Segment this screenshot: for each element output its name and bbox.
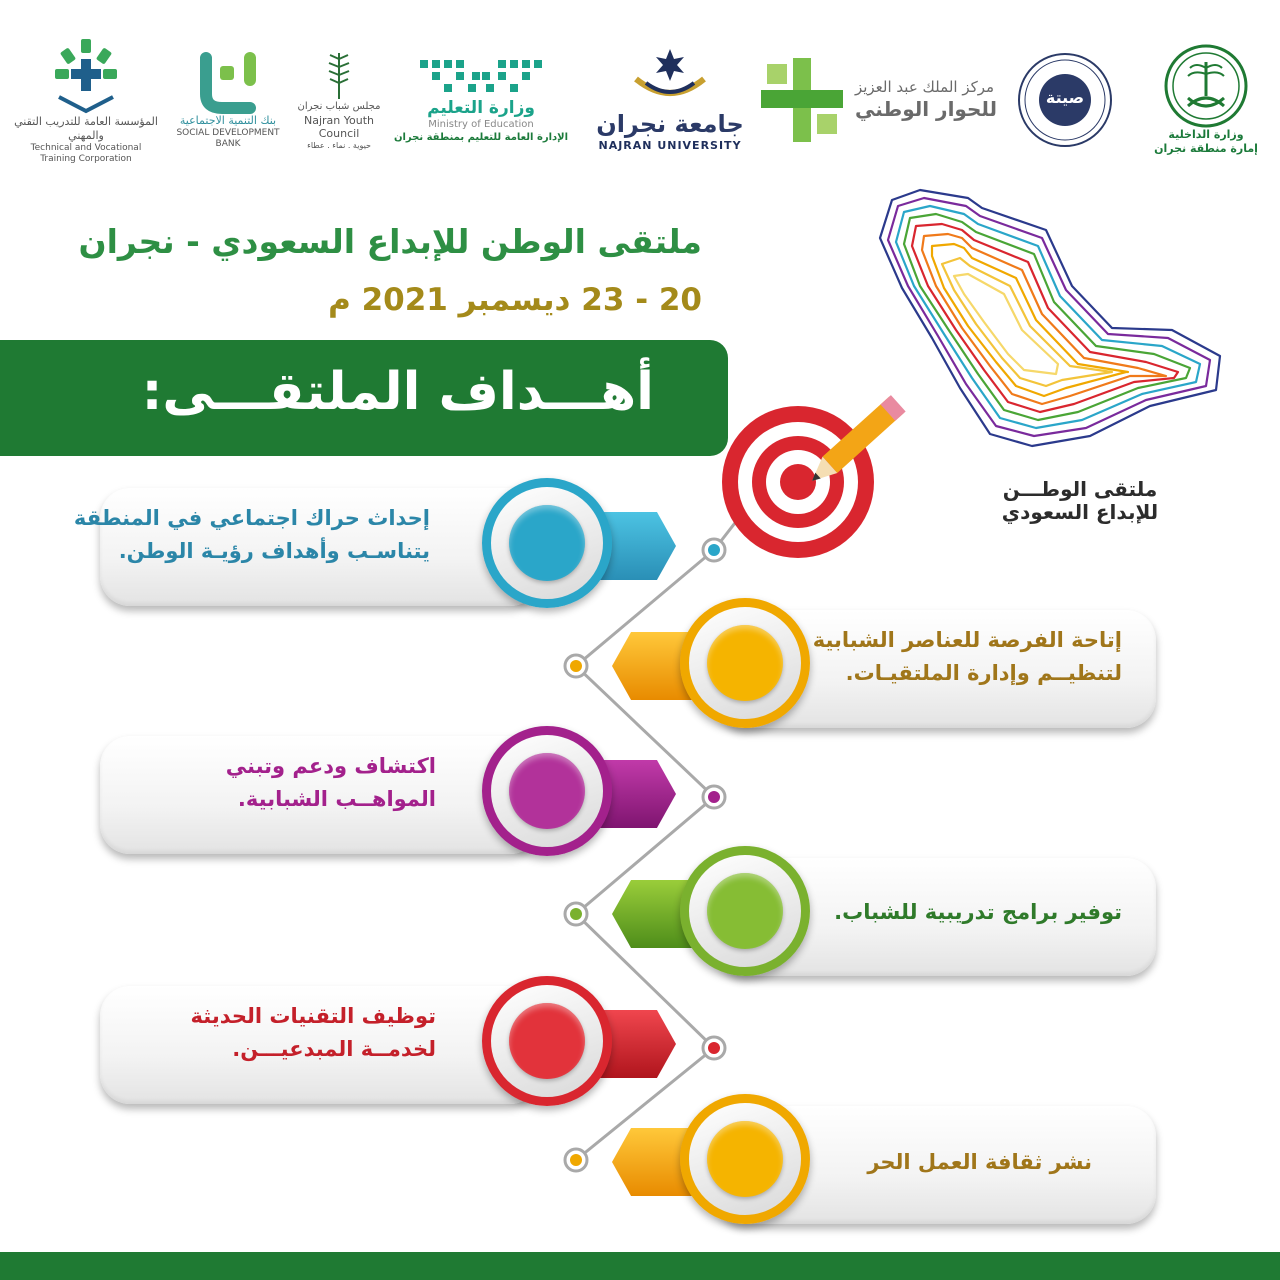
goal-4-badge [680,846,810,976]
goal-5-badge-dot [509,1003,585,1079]
tvtc-name-en: Technical and Vocational Training Corporation [30,142,142,164]
moe-dots-icon [416,56,546,98]
najran-university-logo [584,30,756,170]
najran-university-emblem-icon [630,47,710,109]
goal-1-badge-dot [509,505,585,581]
sdb-mark-icon [198,50,258,114]
goal-6-text [867,1146,1092,1179]
goal-4-text [834,896,1122,929]
youth-council-name-ar: مجلس شباب نجران [297,101,381,112]
goal-3-badge-dot [509,753,585,829]
footer-bar [0,1252,1280,1280]
goal-2-line2: لتنظيــم وإدارة الملتقيـات. [845,660,1122,685]
tvtc-name-ar: المؤسسة العامة للتدريب التقني والمهني [14,115,158,142]
moe-sub-ar: الإدارة العامة للتعليم بمنطقة نجران [393,131,569,143]
target-with-pencil-icon [720,390,920,560]
brand-caption [940,478,1220,524]
goals-banner [0,340,728,456]
kacnd-name-line1: مركز الملك عبد العزيز [854,78,995,97]
najran-university-name-en: NAJRAN UNIVERSITY [598,139,742,153]
goals-banner-title: أهـــداف الملتقـــى: [141,362,654,422]
kacnd-mark-icon [757,54,847,146]
event-title: ملتقى الوطن للإبداع السعودي - نجران [78,222,702,261]
ministry-of-interior-logo [1150,30,1262,170]
goal-2-line1: إتاحة الفرصة للعناصر الشبابية [812,628,1122,652]
kacnd-name-line2: للحوار الوطني [854,96,998,121]
goal-4-line1: توفير برامج تدريبية للشباب. [834,900,1122,924]
goal-6-line1: نشر ثقافة العمل الحر [867,1150,1092,1174]
seyana-logo [1012,30,1118,170]
ministry-of-education-logo [386,30,576,170]
goal-1-text [74,502,430,567]
event-date: 20 - 23 ديسمبر 2021 م [328,282,702,318]
moe-name-ar: وزارة التعليم [427,97,535,118]
goal-1-line1: إحداث حراك اجتماعي في المنطقة [73,506,430,530]
goal-3-line1: اكتشاف ودعم وتبني [225,754,436,778]
goal-3-badge [482,726,612,856]
tvtc-logo [12,30,160,170]
goal-5-line2: لخدمــة المبدعيـــن. [232,1036,436,1061]
sdb-name-ar: بنك التنمية الاجتماعية [179,113,277,127]
goal-4-badge-dot [707,873,783,949]
moi-name-line1: وزارة الداخلية [1168,128,1244,142]
goal-card-3 [100,736,540,854]
goal-6-badge-dot [707,1121,783,1197]
goal-2-text [813,624,1122,689]
palm-swords-emblem-icon [1164,44,1248,128]
brand-caption-line1: ملتقى الوطـــن [1002,477,1158,501]
najran-youth-council-logo [296,30,382,170]
moi-name-line2: إمارة منطقة نجران [1154,142,1258,155]
goal-6-badge [680,1094,810,1224]
goal-3-text [226,750,436,815]
kacnd-logo [752,30,1002,170]
goal-5-line1: توظيف التقنيات الحديثة [190,1004,436,1028]
palm-leaf-icon [326,49,352,101]
sdb-logo [168,30,288,170]
tvtc-emblem-icon [51,35,121,115]
seyana-name: صيتة [1045,88,1085,107]
youth-council-tagline: حيوية . نماء . عطاء [307,141,371,150]
goal-5-text [191,1000,436,1065]
najran-university-name-ar: جامعة نجران [596,110,744,139]
kacnd-text-group [855,78,997,122]
partner-logos-bar [0,20,1280,170]
goal-2-badge-dot [707,625,783,701]
goal-1-badge [482,478,612,608]
brand-caption-line2: للإبداع السعودي [1001,500,1159,524]
sdb-name-en: SOCIAL DEVELOPMENT BANK [176,127,280,149]
youth-council-name-en: Najran Youth Council [303,113,374,141]
goal-2-badge [680,598,810,728]
goal-card-1 [73,488,540,606]
goal-5-badge [482,976,612,1106]
moe-name-en: Ministry of Education [428,119,534,131]
goal-card-5 [100,986,540,1104]
goal-1-line2: يتناسـب وأهداف رؤيـة الوطن. [118,538,430,563]
goal-3-line2: المواهــب الشبابية. [237,786,436,811]
